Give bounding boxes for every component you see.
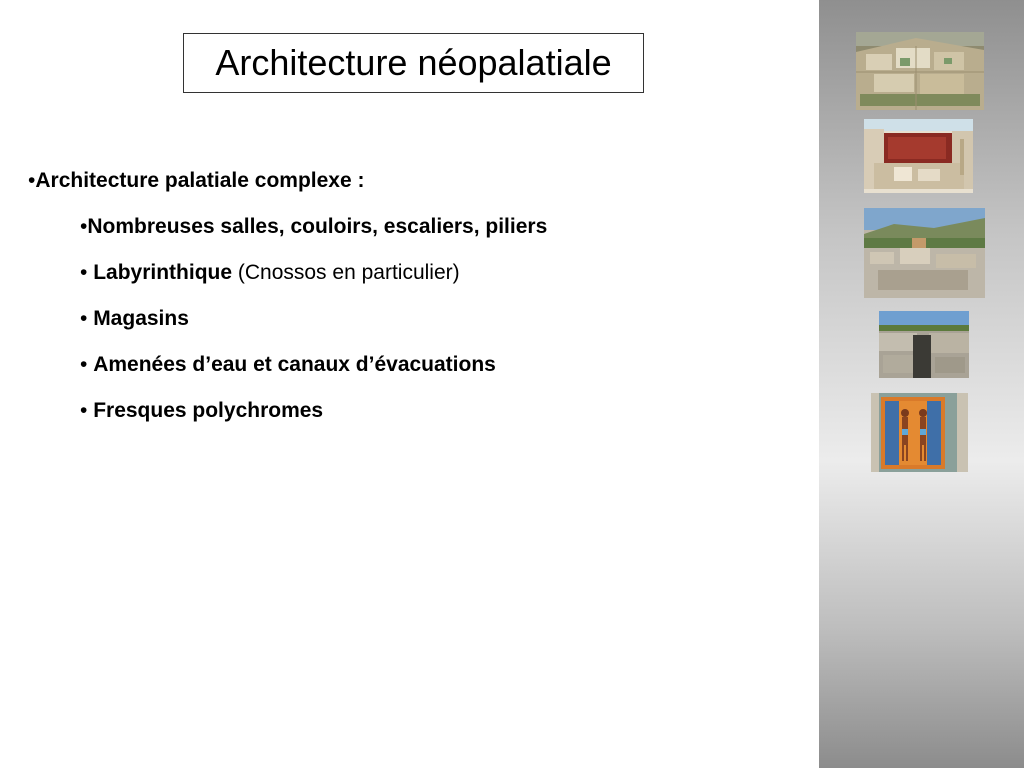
bullet-marker: • [80,399,94,422]
sidebar-photo-strip [819,0,1024,768]
sub-bullet-water [80,353,496,377]
bullet-marker: • [80,307,94,330]
bullet-marker: • [80,261,94,284]
sub-bullet-frescoes [80,399,323,423]
sub-bullet-bold: Fresques polychromes [93,399,324,422]
sub-bullet-stores [80,307,189,331]
bullet-marker: • [28,169,36,192]
photo-procession-fresco [871,393,968,472]
photo-water-channels [879,311,969,378]
photo-throne-room [864,119,973,193]
sub-bullet-labyrinth [80,261,460,285]
sub-bullet-bold: Magasins [93,307,189,330]
bullet-marker: • [80,215,88,238]
sub-bullet-bold: Labyrinthique [93,261,233,284]
sub-bullet-bold: Nombreuses salles, couloirs, escaliers, piliers [87,215,548,238]
photo-palace-reconstruction [856,32,984,110]
photo-palace-ruins [864,208,985,298]
sub-bullet-bold: Amenées d’eau et canaux d’évacuations [93,353,496,376]
bullet-marker: • [80,353,94,376]
title-box [183,33,644,93]
sub-bullet-rooms [80,215,547,239]
slide-title: Architecture néopalatiale [215,42,612,83]
main-bullet-text: Architecture palatiale complexe : [35,169,365,192]
sub-bullet-normal: (Cnossos en particulier) [232,261,460,284]
main-bullet [28,169,364,193]
